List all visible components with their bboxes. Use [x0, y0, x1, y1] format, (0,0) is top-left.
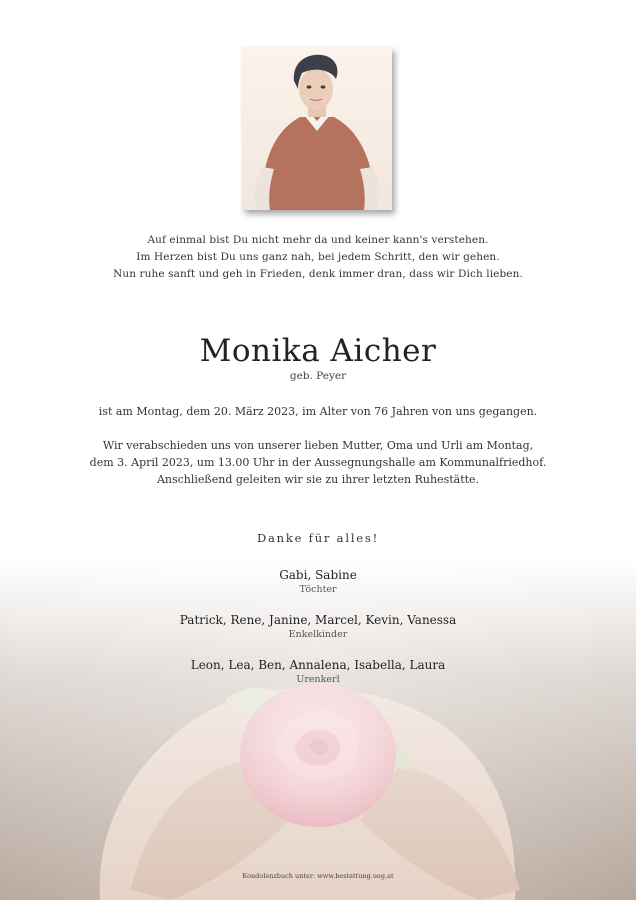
- mourner-names: Gabi, Sabine: [279, 568, 357, 582]
- deceased-name: Monika Aicher: [199, 333, 437, 369]
- poem-line: Auf einmal bist Du nicht mehr da und keiner kann's verstehen.: [147, 234, 489, 246]
- mourner-relation: Urenkerl: [296, 674, 340, 685]
- mourner-names: Leon, Lea, Ben, Annalena, Isabella, Laura: [190, 658, 446, 672]
- portrait-photo: [242, 47, 392, 210]
- funeral-details-line: Wir verabschieden uns von unserer lieben Mutter, Oma und Urli am Montag,: [102, 439, 534, 452]
- mourner-names: Patrick, Rene, Janine, Marcel, Kevin, Vanessa: [179, 613, 457, 627]
- maiden-name: geb. Peyer: [289, 370, 347, 382]
- funeral-details: [0, 437, 636, 488]
- funeral-details-line: dem 3. April 2023, um 13.00 Uhr in der Aussegnungshalle am Kommunalfriedhof.: [89, 456, 547, 469]
- funeral-details-line: Anschließend geleiten wir sie zu ihrer letzten Ruhestätte.: [156, 473, 480, 486]
- condolence-link[interactable]: Kondolenzbuch unter: www.bestattung.ueg.at: [242, 872, 394, 880]
- mourner-group: [0, 567, 636, 597]
- mourners-list: [0, 567, 636, 702]
- mourner-group: [0, 612, 636, 642]
- poem-line: Nun ruhe sanft und geh in Frieden, denk immer dran, dass wir Dich lieben.: [113, 268, 523, 280]
- thanks-line: Danke für alles!: [256, 531, 380, 545]
- memorial-poem: [0, 232, 636, 283]
- mourner-group: [0, 657, 636, 687]
- poem-line: Im Herzen bist Du uns ganz nah, bei jedem Schritt, den wir gehen.: [136, 251, 500, 263]
- mourner-relation: Enkelkinder: [288, 629, 348, 640]
- mourner-relation: Töchter: [299, 584, 337, 595]
- death-announcement: ist am Montag, dem 20. März 2023, im Alter von 76 Jahren von uns gegangen.: [98, 405, 538, 418]
